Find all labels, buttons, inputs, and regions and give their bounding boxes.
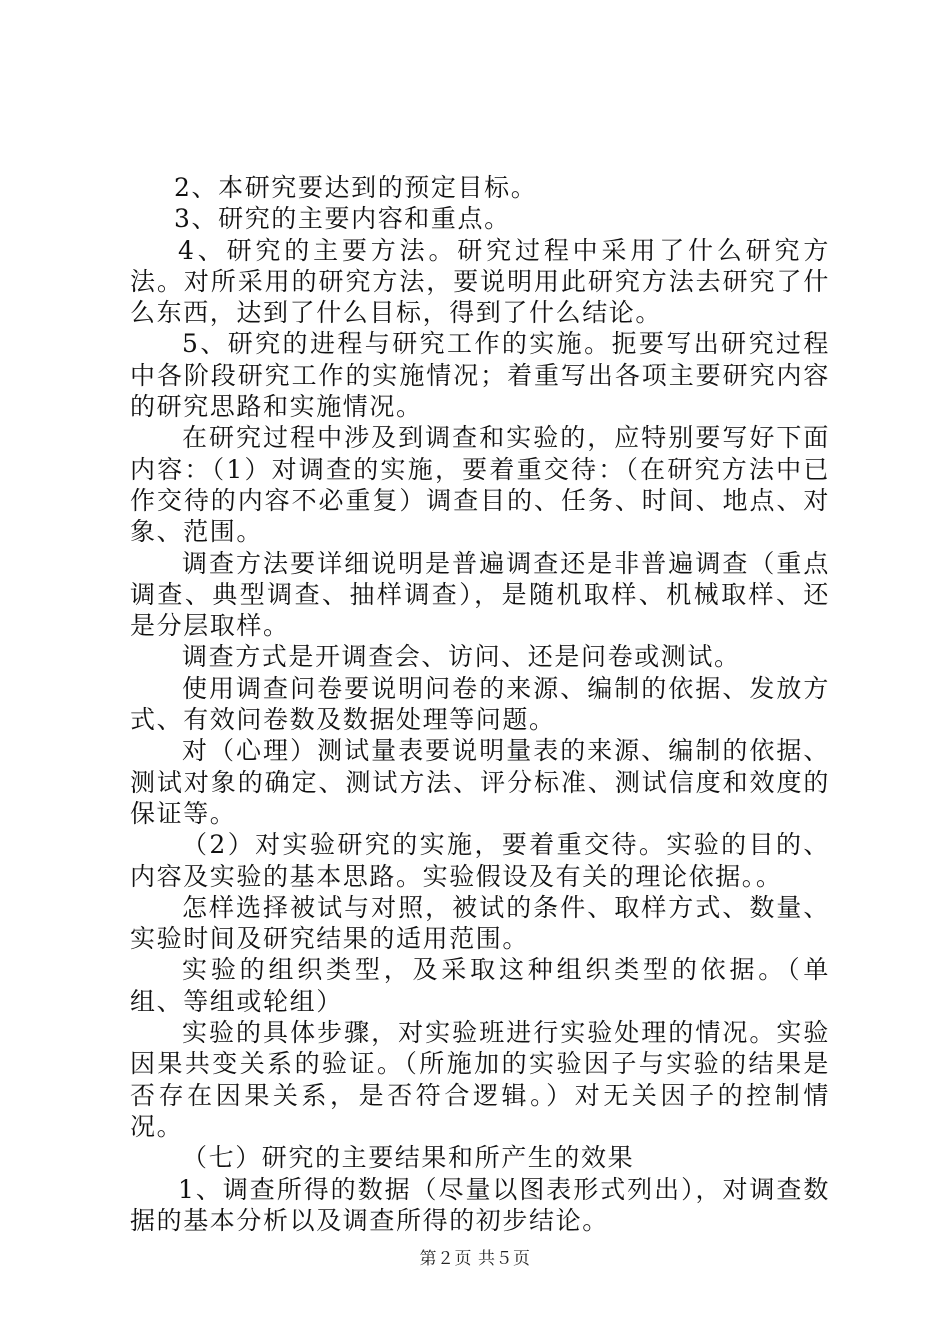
paragraph-experiment-implementation: （2）对实验研究的实施，要着重交待。实验的目的、内容及实验的基本思路。实验假设及有关的理论依据。。	[130, 830, 830, 891]
paragraph-questionnaire: 使用调查问卷要说明问卷的来源、编制的依据、发放方式、有效问卷数及数据处理等问题。	[130, 673, 830, 735]
paragraph-survey-form: 调查方式是开调查会、访问、还是问卷或测试。	[182, 642, 741, 672]
page-footer: 第２页 共５页	[419, 1249, 531, 1269]
paragraph-content: 3、研究的主要内容和重点。	[174, 204, 511, 234]
paragraph-survey-data: 1、调查所得的数据（尽量以图表形式列出），对调查数据的基本分析以及调查所得的初步结论。	[130, 1174, 830, 1235]
paragraph-goal: 2、本研究要达到的预定目标。	[174, 173, 538, 202]
paragraph-organization-type: 实验的组织类型，及采取这种组织类型的依据。（单组、等组或轮组）	[130, 955, 830, 1016]
paragraph-survey-method: 调查方法要详细说明是普遍调查还是非普遍调查（重点调查、典型调查、抽样调查），是随机取样、机械取样、还是分层取样。	[130, 548, 830, 641]
paragraph-subject-selection: 怎样选择被试与对照，被试的条件、取样方式、数量、实验时间及研究结果的适用范围。	[130, 892, 830, 954]
paragraph-test-scale: 对（心理）测试量表要说明量表的来源、编制的依据、测试对象的确定、测试方法、评分标准、测试信度和效度的保证等。	[130, 736, 830, 828]
paragraph-experiment-steps: 实验的具体步骤，对实验班进行实验处理的情况。实验因果共变关系的验证。（所施加的实验因子与实验的结果是否存在因果关系，是否符合逻辑。）对无关因子的控制情况。	[130, 1018, 830, 1141]
paragraph-survey-implementation: 在研究过程中涉及到调查和实验的，应特别要写好下面内容：（1）对调查的实施，要着重交待：（在研究方法中已作交待的内容不必重复）调查目的、任务、时间、地点、对象、范围。	[130, 423, 830, 547]
paragraph-methods: 4、研究的主要方法。研究过程中采用了什么研究方法。对所采用的研究方法，要说明用此研究方法去研究了什么东西，达到了什么目标，得到了什么结论。	[130, 235, 830, 328]
document-body	[130, 172, 830, 1236]
section-heading-results: （七）研究的主要结果和所产生的效果	[182, 1143, 635, 1173]
paragraph-process: 5、研究的进程与研究工作的实施。扼要写出研究过程中各阶段研究工作的实施情况；着重写出各项主要研究内容的研究思路和实施情况。	[130, 329, 830, 422]
